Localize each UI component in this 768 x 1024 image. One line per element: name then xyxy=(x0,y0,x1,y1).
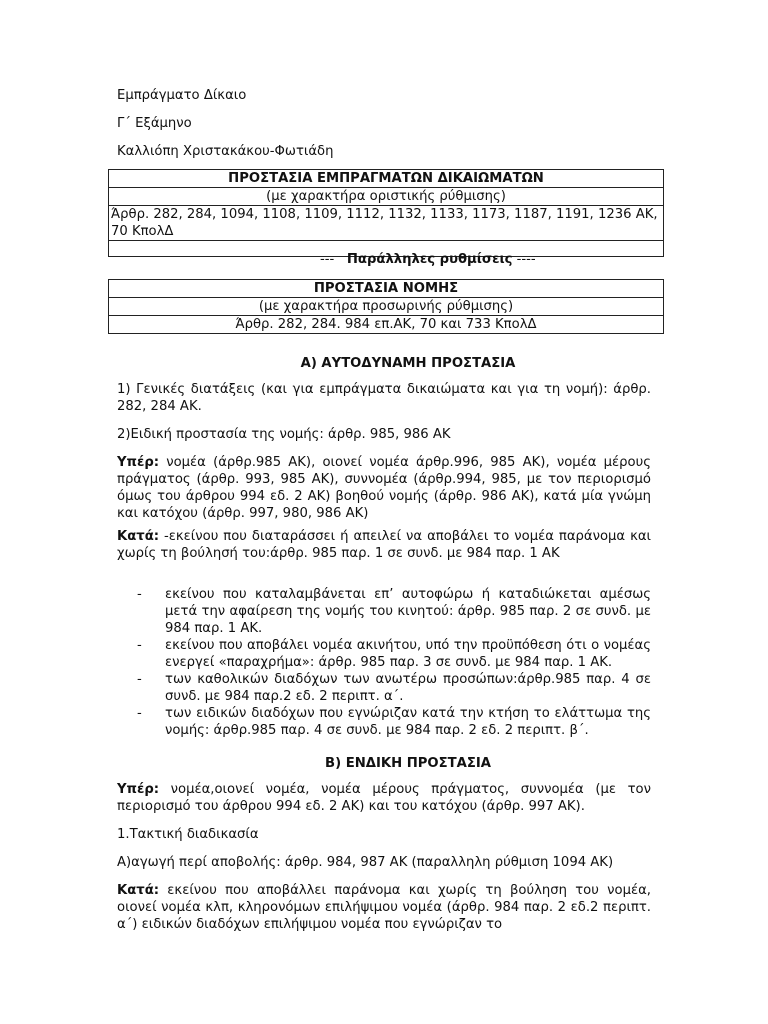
list-item: - εκείνου που καταλαμβάνεται επ’ αυτοφώρω ή καταδιώκεται αμέσως μετά την αφαίρεση της νομής του κινητού: άρθρ. 985 παρ. 2 σε συνδ. με 984 παρ. 1 ΑΚ. xyxy=(137,587,651,636)
kata-label: Κατά: xyxy=(117,883,160,898)
section-b-yper-paragraph xyxy=(117,781,651,815)
bullet-dash: - xyxy=(137,587,142,602)
semester-line: Γ΄ Εξάμηνο xyxy=(117,116,192,131)
yper-text: νομέα (άρθρ.985 ΑΚ), οιονεί νομέα άρθρ.996, 985 ΑΚ), νομέα μέρους πράγματος (άρθρ. 993, 985 ΑΚ), συννομέα (άρθρ.994, 985, με τον περιορισμό όμως του άρθρου 994 εδ. 2 ΑΚ) βοηθού νομής (άρθρ. 986 ΑΚ), κατά μία γνώμη και κατόχου (άρθρ. 997, 980, 986 ΑΚ) xyxy=(117,455,651,521)
table1-subtitle: (με χαρακτήρα οριστικής ρύθμισης) xyxy=(109,188,664,206)
bullet-dash: - xyxy=(137,672,142,687)
list-item: - των καθολικών διαδόχων των ανωτέρω προσώπων:άρθρ.985 παρ. 4 σε συνδ. με 984 παρ.2 εδ. 2 περιπτ. α΄. xyxy=(137,672,651,704)
possession-protection-table xyxy=(108,279,664,334)
kata-text: -εκείνου που διαταράσσει ή απειλεί να αποβάλει το νομέα παράνομα και χωρίς τη βούλησή του:άρθρ. 985 παρ. 1 σε συνδ. με 984 παρ. 1 ΑΚ xyxy=(117,529,651,561)
yper-text: νομέα,οιονεί νομέα, νομέα μέρους πράγματος, συννομέα (με τον περιορισμό του άρθρου 994 εδ. 2 ΑΚ) και του κατόχου (άρθρ. 997 ΑΚ). xyxy=(117,782,651,814)
section-b-ordinary-procedure: 1.Τακτική διαδικασία xyxy=(117,827,259,842)
yper-label: Υπέρ: xyxy=(117,455,160,470)
section-a-against-list xyxy=(137,586,651,739)
table1-title: ΠΡΟΣΤΑΣΙΑ ΕΜΠΡΑΓΜΑΤΩΝ ΔΙΚΑΙΩΜΑΤΩΝ xyxy=(109,170,664,188)
parallel-rules-heading xyxy=(320,251,536,268)
parallel-label: Παράλληλες ρυθμίσεις xyxy=(346,252,513,267)
table2-title: ΠΡΟΣΤΑΣΙΑ ΝΟΜΗΣ xyxy=(109,280,664,298)
section-b-title: Β) ΕΝΔΙΚΗ ΠΡΟΣΤΑΣΙΑ xyxy=(325,756,491,771)
kata-text: εκείνου που αποβάλλει παράνομα και χωρίς τη βούληση του νομέα, οιονεί νομέα κλπ, κληρονόμων επιλήψιμου νομέα (άρθρ. 984 παρ. 2 εδ.2 περιπτ. α΄) ειδικών διαδόχων επιλήψιμου νομέα που εγνώριζαν το xyxy=(117,883,651,932)
yper-label: Υπέρ: xyxy=(117,782,160,797)
section-a-special-protection: 2)Ειδική προστασία της νομής: άρθρ. 985, 986 ΑΚ xyxy=(117,427,451,442)
list-item: - των ειδικών διαδόχων που εγνώριζαν κατά την κτήση το ελάττωμα της νομής: άρθρ.985 παρ. 4 σε συνδ. με 984 παρ. 2 εδ. 2 περιπτ. β΄. xyxy=(137,706,651,738)
table1-articles: Άρθρ. 282, 284, 1094, 1108, 1109, 1112, 1132, 1133, 1173, 1187, 1191, 1236 ΑΚ, 70 ΚπολΔ xyxy=(109,206,664,241)
property-protection-table xyxy=(108,169,664,257)
list-item: - εκείνου που αποβάλει νομέα ακινήτου, υπό την προϋπόθεση ότι ο νομέας ενεργεί «παραχρήμα»: άρθρ. 985 παρ. 3 σε συνδ. με 984 παρ. 1 ΑΚ. xyxy=(137,638,651,670)
section-a-general-provisions: 1) Γενικές διατάξεις (και για εμπράγματα δικαιώματα και για τη νομή): άρθρ. 282, 284 ΑΚ. xyxy=(117,382,651,414)
parallel-suffix: ---- xyxy=(516,252,536,267)
table2-subtitle: (με χαρακτήρα προσωρινής ρύθμισης) xyxy=(109,298,664,316)
table2-articles: Άρθρ. 282, 284. 984 επ.ΑΚ, 70 και 733 ΚπολΔ xyxy=(109,316,664,334)
section-a-yper-paragraph xyxy=(117,454,651,522)
section-b-kata-paragraph xyxy=(117,882,651,933)
subject-line: Εμπράγματο Δίκαιο xyxy=(117,88,247,103)
parallel-prefix: --- xyxy=(320,252,335,267)
section-b-eviction-action: Α)αγωγή περί αποβολής: άρθρ. 984, 987 ΑΚ (παραλληλη ρύθμιση 1094 ΑΚ) xyxy=(117,855,614,870)
bullet-dash: - xyxy=(137,638,142,653)
section-a-kata-paragraph xyxy=(117,528,651,562)
bullet-dash: - xyxy=(137,706,142,721)
kata-label: Κατά: xyxy=(117,529,160,544)
section-a-title: Α) ΑΥΤΟΔΥΝΑΜΗ ΠΡΟΣΤΑΣΙΑ xyxy=(300,356,516,371)
author-line: Καλλιόπη Χριστακάκου-Φωτιάδη xyxy=(117,144,334,159)
